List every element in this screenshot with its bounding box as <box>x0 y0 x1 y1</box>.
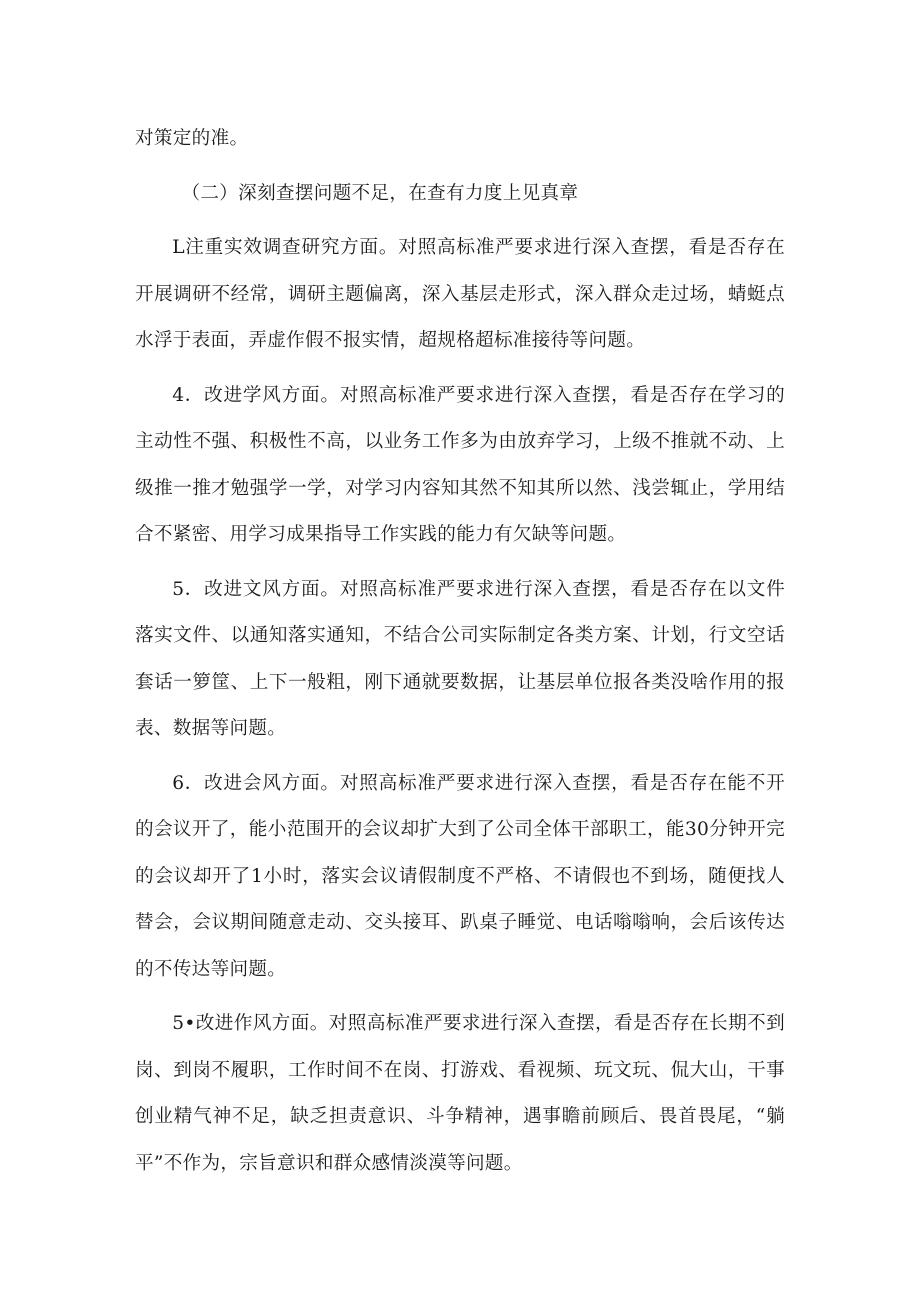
section-heading: （二）深刻查摆问题不足，在查有力度上见真章 <box>181 182 579 204</box>
document-body <box>135 116 785 1187</box>
paragraph-item-4: 4．改进学风方面。对照高标准严要求进行深入查摆，看是否存在学习的主动性不强、积极性不高，以业务工作多为由放弃学习，上级不推就不动、上级推一推才勉强学一学，对学习内容知其然不知其所以然、浅尝辄止，学用结合不紧密、用学习成果指导工作实践的能力有欠缺等问题。 <box>135 384 785 545</box>
paragraph-item-5-work-style: 5•改进作风方面。对照高标准严要求进行深入查摆，看是否存在长期不到岗、到岗不履职，工作时间不在岗、打游戏、看视频、玩文玩、侃大山，干事创业精气神不足，缺乏担责意识、斗争精神，遇事瞻前顾后、畏首畏尾，“躺平”不作为，宗旨意识和群众感情淡漠等问题。 <box>135 1013 785 1174</box>
paragraph-item-5: 5．改进文风方面。对照高标准严要求进行深入查摆，看是否存在以文件落实文件、以通知落实通知，不结合公司实际制定各类方案、计划，行文空话套话一箩筐、上下一般粗，刚下通就要数据，让基层单位报各类没啥作用的报表、数据等问题。 <box>135 578 785 739</box>
paragraph-item-6: 6．改进会风方面。对照高标准严要求进行深入查摆，看是否存在能不开的会议开了，能小范围开的会议却扩大到了公司全体干部职工，能30分钟开完的会议却开了1小时，落实会议请假制度不严格、不请假也不到场，随便找人替会，会议期间随意走动、交头接耳、趴桌子睡觉、电话嗡嗡响，会后该传达的不传达等问题。 <box>135 772 785 980</box>
paragraph-continuation: 对策定的准。 <box>135 128 249 149</box>
paragraph-item-1: L注重实效调查研究方面。对照高标准严要求进行深入查摆，看是否存在开展调研不经常，调研主题偏离，深入基层走形式，深入群众走过场，蜻蜓点水浮于表面，弄虚作假不报实情，超规格超标准接待等问题。 <box>135 237 785 351</box>
